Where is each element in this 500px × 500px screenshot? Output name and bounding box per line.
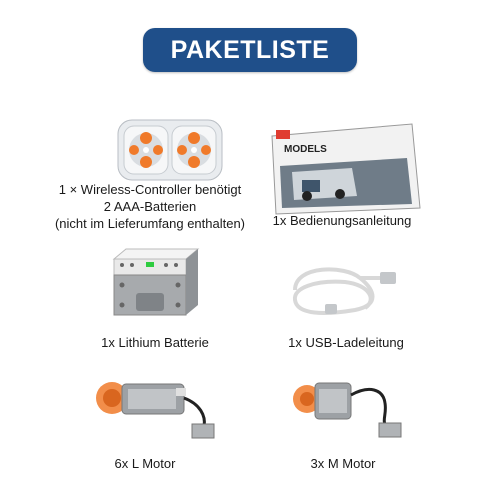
l-motor-icon — [88, 364, 228, 444]
m-motor-icon — [285, 365, 415, 445]
remote-controller-icon — [110, 110, 230, 190]
item-caption: 1 × Wireless-Controller benötigt 2 AAA-Batterien (nicht im Lieferumfang enthalten) — [54, 182, 246, 231]
item-caption: 1x USB-Ladeleitung — [288, 335, 404, 350]
booklet-text: MODELS — [284, 144, 327, 155]
item-caption: 1x Bedienungsanleitung — [272, 213, 412, 228]
manual-booklet-icon — [262, 116, 422, 216]
page-title: PAKETLISTE — [170, 35, 330, 64]
item-caption: 1x Lithium Batterie — [101, 335, 209, 350]
usb-cable-icon — [285, 260, 405, 330]
item-caption: 3x M Motor — [310, 456, 376, 471]
item-caption: 6x L Motor — [114, 456, 176, 471]
battery-box-icon — [106, 245, 206, 325]
title-banner — [143, 28, 357, 72]
